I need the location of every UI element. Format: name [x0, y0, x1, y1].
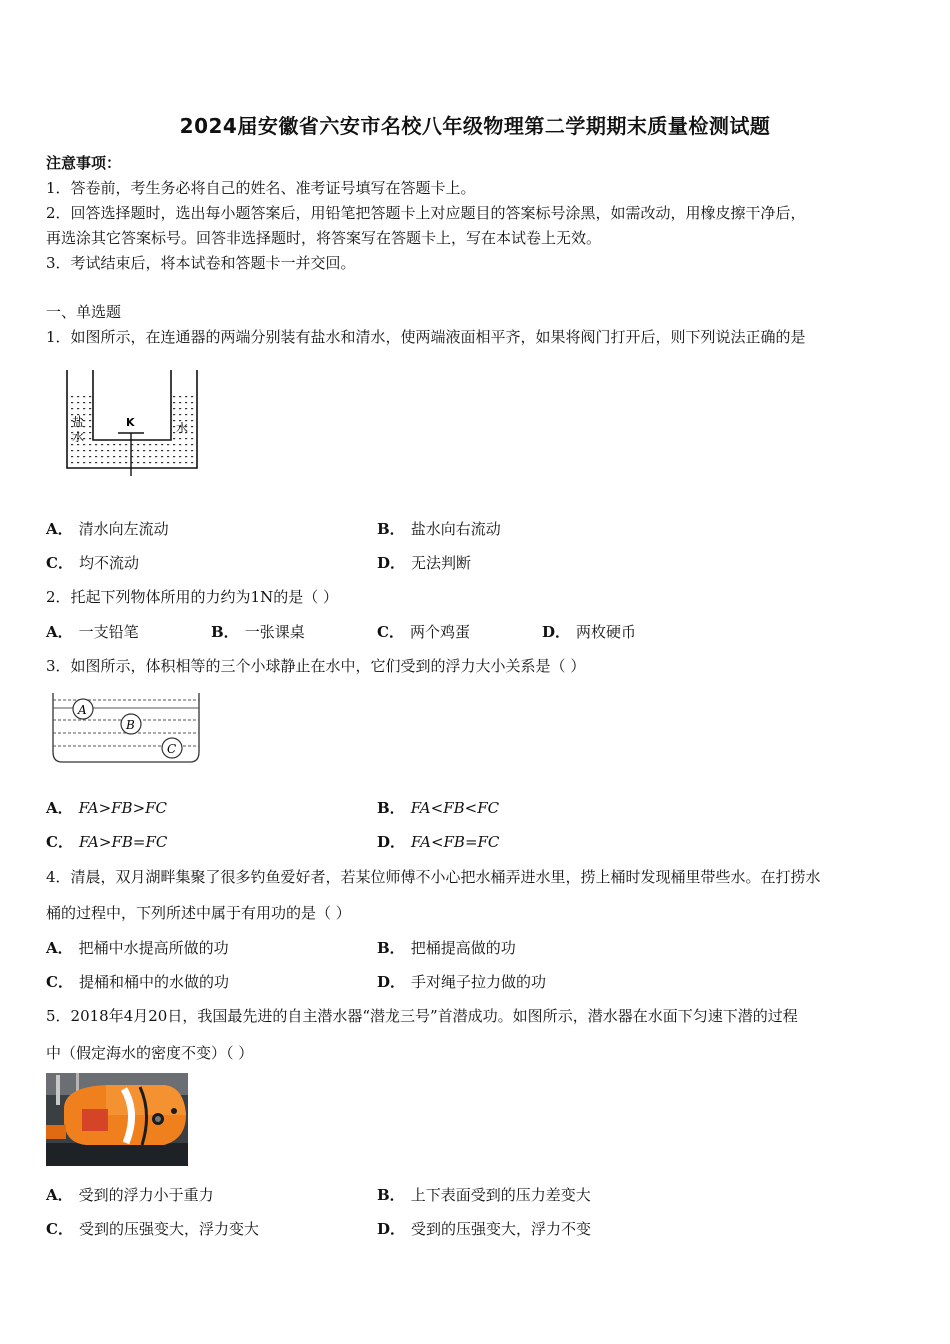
- option[interactable]: A． FA>FB>FC: [46, 799, 168, 817]
- fresh-water-label: 水: [176, 421, 189, 435]
- option[interactable]: D． 无法判断: [377, 554, 472, 572]
- question-2-stem: 2．托起下列物体所用的力约为1N的是（ ）: [46, 588, 338, 606]
- notice-item: 1．答卷前，考生务必将自己的姓名、准考证号填写在答题卡上。: [46, 179, 476, 197]
- option[interactable]: D． 受到的压强变大，浮力不变: [377, 1220, 592, 1238]
- option[interactable]: D． 两枚硬币: [542, 623, 637, 641]
- option[interactable]: C． 两个鸡蛋: [377, 623, 470, 641]
- question-4-stem: 4．清晨，双月湖畔集聚了很多钓鱼爱好者，若某位师傅不小心把水桶弄进水里，捞上桶时发现桶里带些水。在打捞水: [46, 868, 821, 886]
- option[interactable]: A． 把桶中水提高所做的功: [46, 939, 229, 957]
- question-4-stem-cont: 桶的过程中，下列所述中属于有用功的是（ ）: [46, 904, 351, 922]
- option[interactable]: C． 提桶和桶中的水做的功: [46, 973, 229, 991]
- ball-a-label: A: [78, 703, 87, 717]
- salt-water-label-2: 水: [72, 430, 85, 444]
- option[interactable]: C． 受到的压强变大，浮力变大: [46, 1220, 259, 1238]
- floating-balls-figure: [50, 690, 202, 766]
- option[interactable]: B． 一张课桌: [211, 623, 305, 641]
- option[interactable]: C． 均不流动: [46, 554, 139, 572]
- notice-item: 2．回答选择题时，选出每小题答案后，用铅笔把答题卡上对应题目的答案标号涂黑，如需改动，用橡皮擦干净后，: [46, 204, 806, 222]
- connector-vessel-figure: [64, 370, 202, 478]
- notice-heading: 注意事项：: [46, 154, 122, 172]
- option[interactable]: D． 手对绳子拉力做的功: [377, 973, 547, 991]
- option[interactable]: D． FA<FB=FC: [377, 833, 500, 851]
- ball-b-label: B: [126, 718, 135, 732]
- option[interactable]: B． 把桶提高做的功: [377, 939, 516, 957]
- question-3-stem: 3．如图所示，体积相等的三个小球静止在水中，它们受到的浮力大小关系是（ ）: [46, 657, 586, 675]
- option[interactable]: A． 受到的浮力小于重力: [46, 1186, 214, 1204]
- valve-label: K: [126, 416, 135, 429]
- notice-item: 3．考试结束后，将本试卷和答题卡一并交回。: [46, 254, 356, 272]
- salt-water-label-1: 盐: [72, 415, 85, 429]
- section-heading: 一、单选题: [46, 303, 122, 321]
- option[interactable]: A． 一支铅笔: [46, 623, 139, 641]
- question-5-stem-cont: 中（假定海水的密度不变）（ ）: [46, 1044, 254, 1062]
- option[interactable]: B． 盐水向右流动: [377, 520, 501, 538]
- question-1-stem: 1．如图所示，在连通器的两端分别装有盐水和清水，使两端液面相平齐，如果将阀门打开后，则下列说法正确的是: [46, 328, 806, 346]
- notice-item: 再选涂其它答案标号。回答非选择题时，将答案写在答题卡上，写在本试卷上无效。: [46, 229, 602, 247]
- option[interactable]: B． FA<FB<FC: [377, 799, 500, 817]
- ball-c-label: C: [167, 742, 177, 756]
- question-5-stem: 5．2018年4月20日，我国最先进的自主潜水器“潜龙三号”首潜成功。如图所示，潜水器在水面下匀速下潜的过程: [46, 1007, 798, 1025]
- submersible-photo: [46, 1073, 188, 1166]
- option[interactable]: A． 清水向左流动: [46, 520, 169, 538]
- page-title: 2024届安徽省六安市名校八年级物理第二学期期末质量检测试题: [179, 114, 771, 138]
- option[interactable]: C． FA>FB=FC: [46, 833, 168, 851]
- option[interactable]: B． 上下表面受到的压力差变大: [377, 1186, 591, 1204]
